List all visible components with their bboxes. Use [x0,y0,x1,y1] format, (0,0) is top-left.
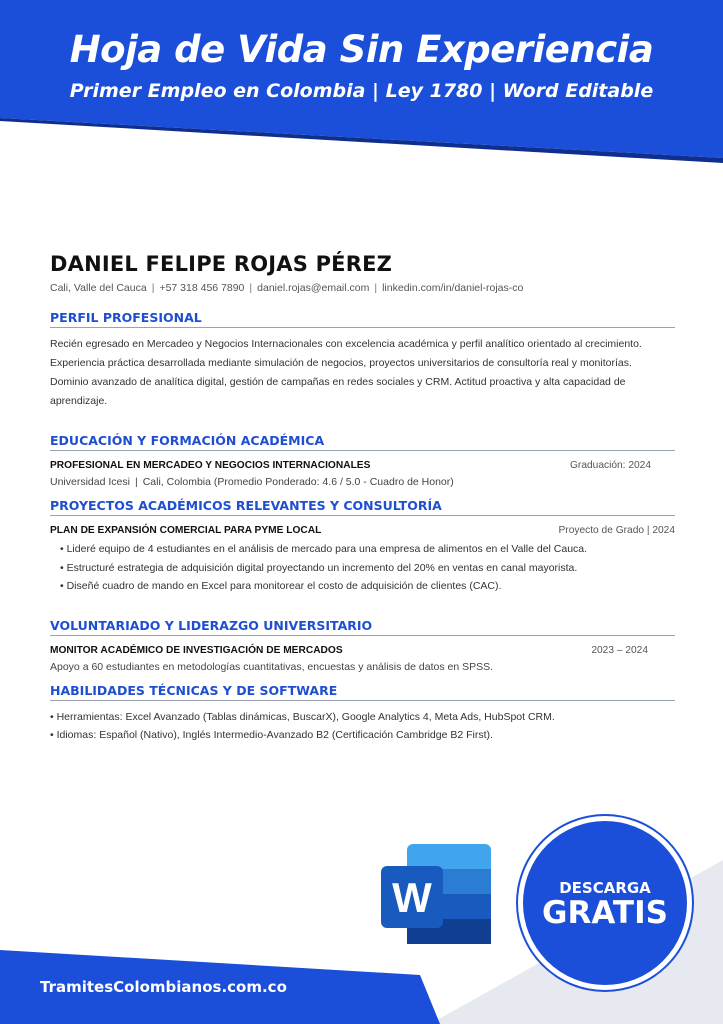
contact-email: daniel.rojas@email.com [257,282,370,294]
volunteer-heading: VOLUNTARIADO Y LIDERAZGO UNIVERSITARIO [50,618,675,636]
education-institution: Universidad Icesi [50,476,130,488]
profile-heading: PERFIL PROFESIONAL [50,310,675,328]
contact-separator: | [151,282,155,294]
volunteer-role: MONITOR ACADÉMICO DE INVESTIGACIÓN DE MERCADOS [50,644,343,656]
cta-label-main: GRATIS [542,895,668,931]
skills-list [50,708,675,745]
volunteer-section [50,618,675,673]
word-letter: W [392,874,432,921]
contact-separator: | [249,282,253,294]
project-bullet: • Lideré equipo de 4 estudiantes en el análisis de mercado para una empresa de alimentos en el Valle del Cauca. [60,543,588,555]
profile-section [50,310,675,411]
contact-linkedin: linkedin.com/in/daniel-rojas-co [382,282,524,294]
contact-phone: +57 318 456 7890 [159,282,245,294]
project-entry [50,525,675,536]
download-free-badge[interactable] [518,816,692,990]
profile-line: Recién egresado en Mercadeo y Negocios Internacionales con excelencia académica y perfil analítico orientado al crecimiento. [50,338,642,350]
education-detail: Cali, Colombia (Promedio Ponderado: 4.6 / 5.0 - Cuadro de Honor) [142,476,454,488]
education-heading: EDUCACIÓN Y FORMACIÓN ACADÉMICA [50,433,675,451]
education-separator: | [134,476,138,488]
project-date: Proyecto de Grado | 2024 [558,525,675,536]
skill-item: • Idiomas: Español (Nativo), Inglés Intermedio-Avanzado B2 (Certificación Cambridge B2 First). [50,729,493,741]
banner-subtitle: Primer Empleo en Colombia | Ley 1780 | Word Editable [69,80,654,102]
candidate-name: DANIEL FELIPE ROJAS PÉREZ [50,252,393,276]
project-bullet: • Diseñé cuadro de mando en Excel para monitorear el costo de adquisición de clientes (CAC). [60,580,502,592]
banner-title: Hoja de Vida Sin Experiencia [69,28,654,71]
profile-line: Dominio avanzado de analítica digital, gestión de campañas en redes sociales y CRM. Actitud proactiva y alta capacidad de aprendizaje. [50,376,626,407]
volunteer-date: 2023 – 2024 [591,644,648,656]
website-link[interactable]: TramitesColombianos.com.co [40,978,287,996]
contact-location: Cali, Valle del Cauca [50,282,147,294]
project-bullets [50,540,675,596]
contact-separator: | [374,282,378,294]
projects-section [50,498,675,596]
volunteer-description: Apoyo a 60 estudiantes en metodologías cuantitativas, encuestas y análisis de datos en SPSS. [50,660,494,673]
education-institution-line [50,476,675,488]
contact-line [50,282,675,294]
project-bullet: • Estructuré estrategia de adquisición digital proyectando un incremento del 20% en ventas en canal mayorista. [60,561,578,574]
profile-text [50,335,675,411]
education-entry [50,460,675,471]
education-date: Graduación: 2024 [570,460,651,471]
microsoft-word-icon [377,838,495,950]
resume-document [50,252,675,745]
cta-label-top: DESCARGA [559,879,651,897]
profile-line: Experiencia práctica desarrollada mediante simulación de negocios, proyectos universitarios de consultoría real y monitorías. [50,357,632,369]
skills-heading: HABILIDADES TÉCNICAS Y DE SOFTWARE [50,683,675,701]
education-section [50,433,675,488]
volunteer-entry [50,645,675,656]
project-title: PLAN DE EXPANSIÓN COMERCIAL PARA PYME LOCAL [50,525,322,536]
projects-heading: PROYECTOS ACADÉMICOS RELEVANTES Y CONSULTORÍA [50,498,675,516]
header-banner [0,0,723,170]
education-degree: PROFESIONAL EN MERCADEO Y NEGOCIOS INTERNACIONALES [50,460,371,471]
skill-item: • Herramientas: Excel Avanzado (Tablas dinámicas, BuscarX), Google Analytics 4, Meta Ads, HubSpot CRM. [50,710,555,723]
skills-section [50,683,675,745]
